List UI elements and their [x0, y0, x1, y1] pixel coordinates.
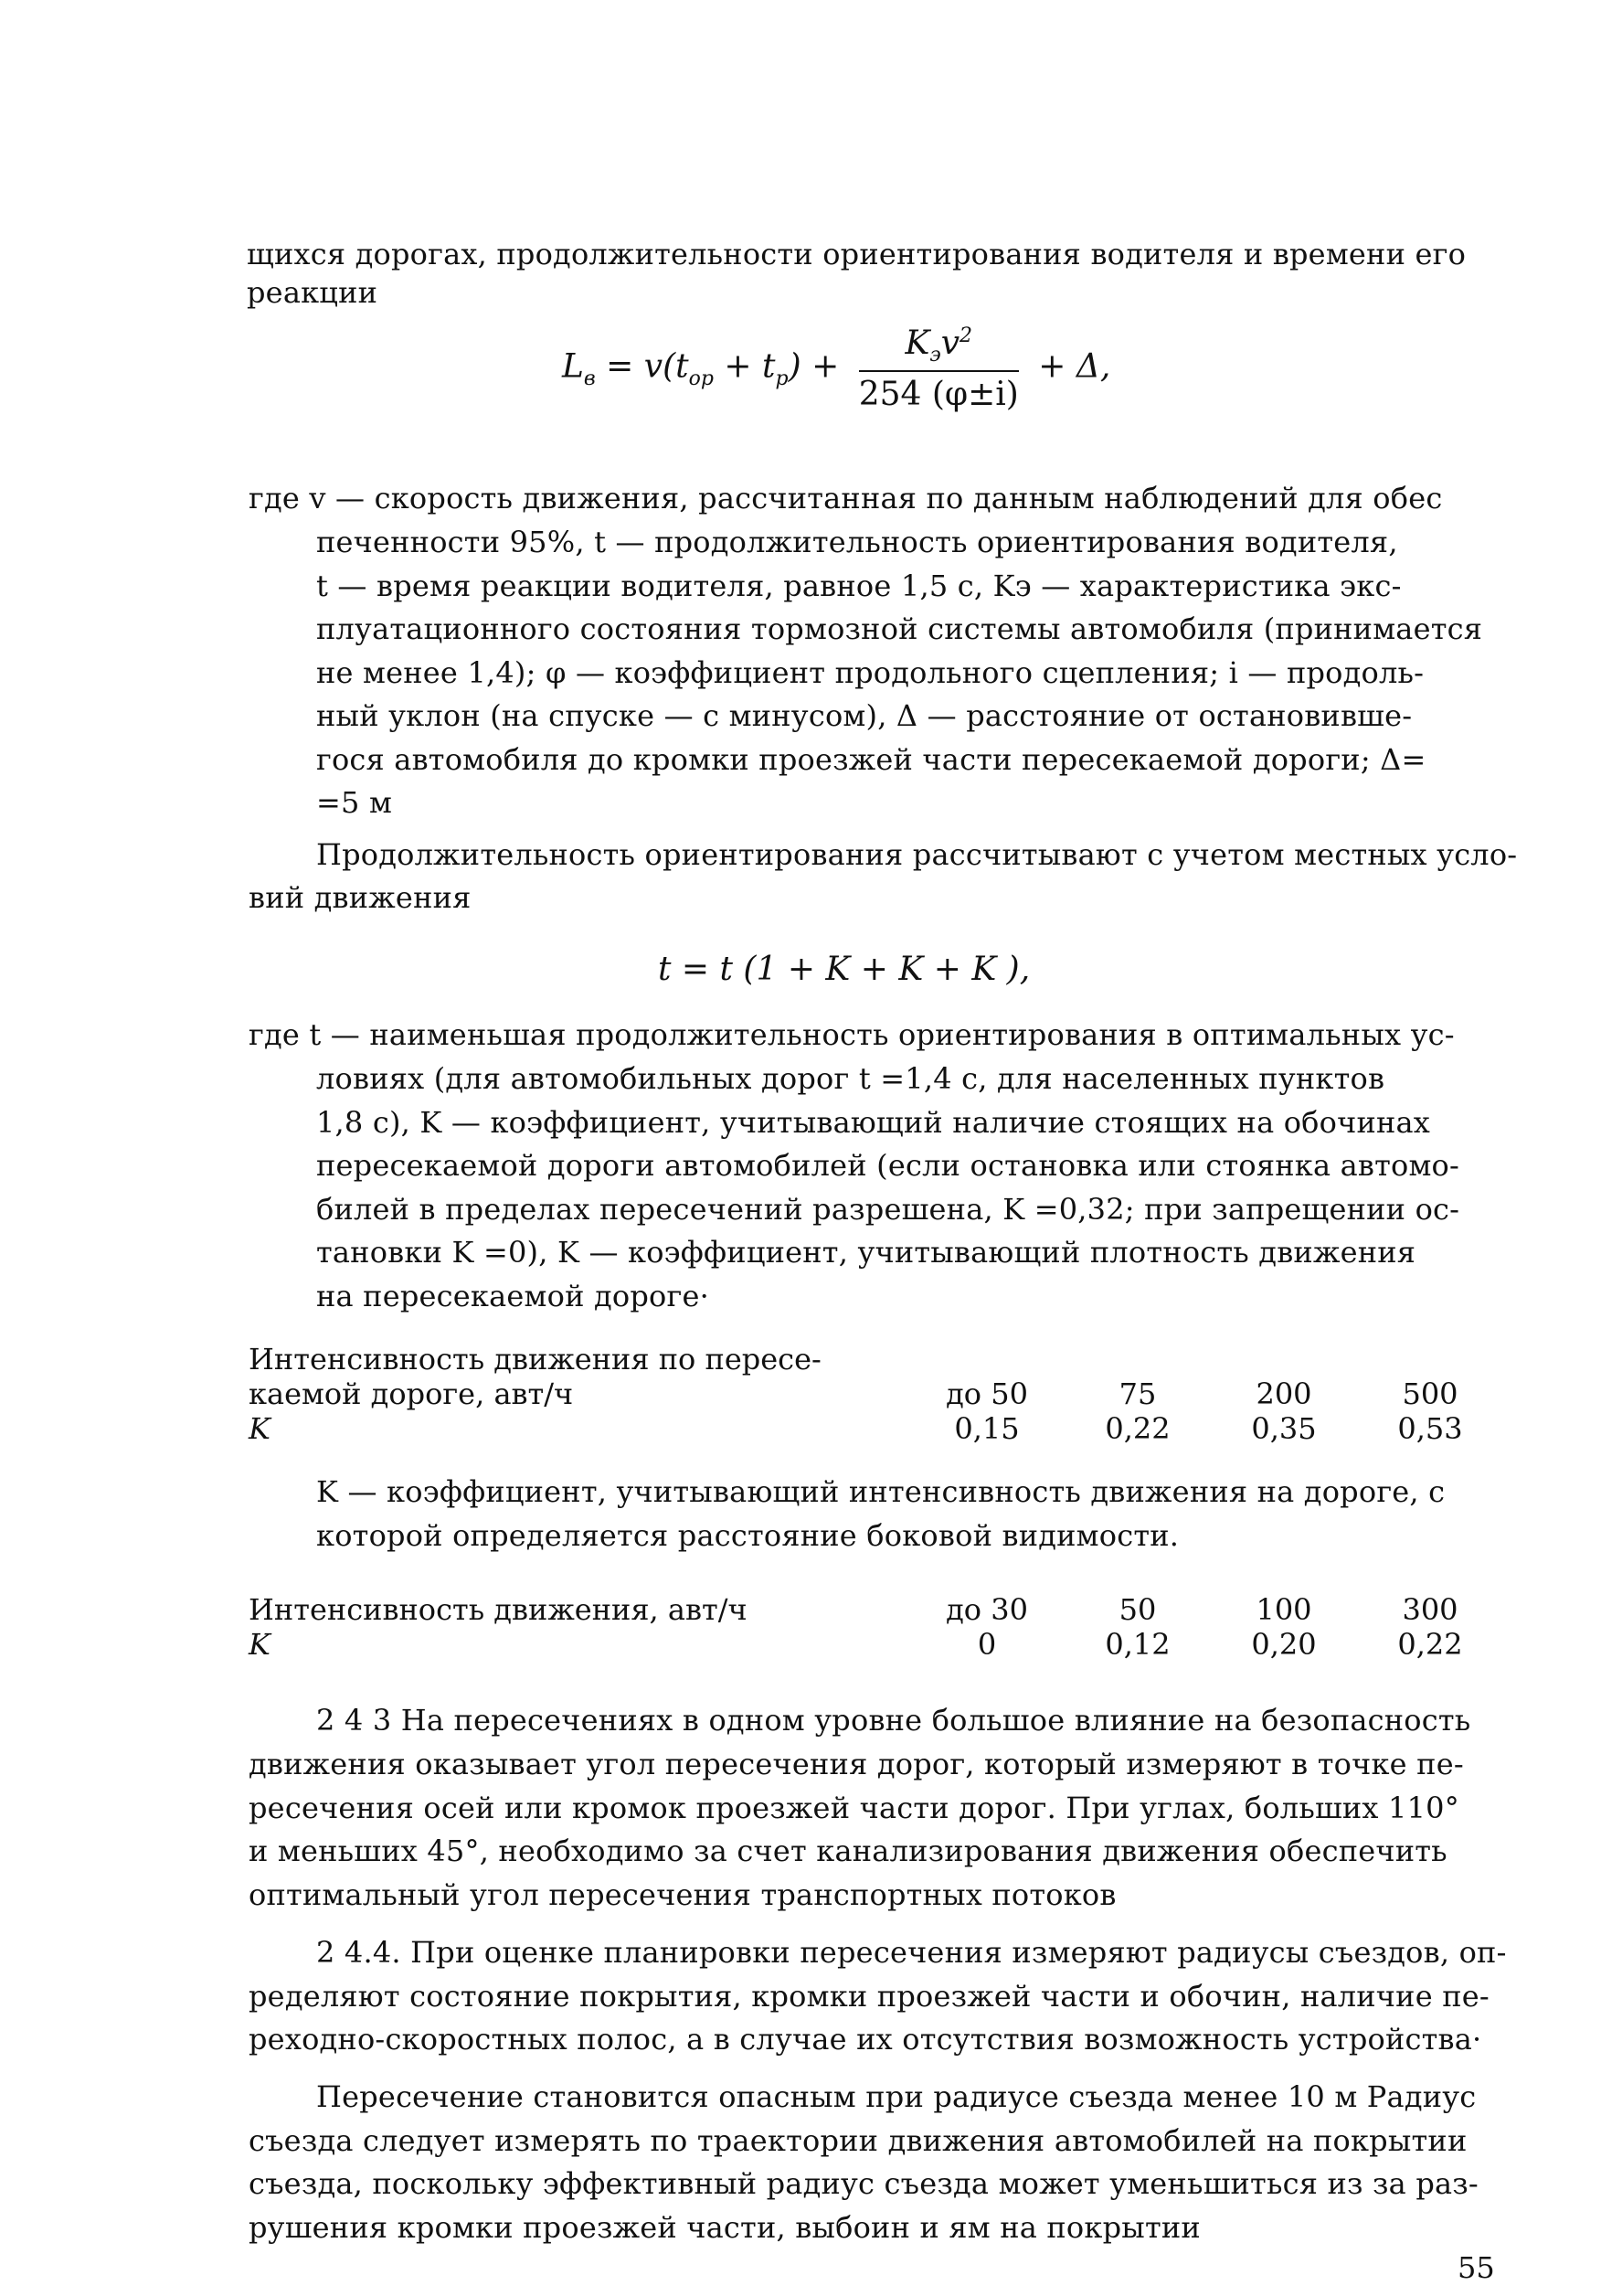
table-k2-label-3: K: [249, 1411, 270, 1446]
table-k2-value: 0,22: [1105, 1411, 1171, 1446]
para4-line-2: которой определяется расстояние боковой видимости.: [316, 1518, 1180, 1553]
para7-line-4: рушения кромки проезжей части, выбоин и ям на покрытии: [249, 2210, 1201, 2245]
page-number: 55: [1458, 2250, 1495, 2285]
formula-orientation-time: t = t (1 + K + K + K ),: [658, 951, 1031, 988]
table-k3-value: 0,20: [1251, 1627, 1317, 1662]
para1-line-3: t — время реакции водителя, равное 1,5 с, Kэ — характеристика экс-: [316, 569, 1402, 603]
table-k2-value: 0,35: [1251, 1411, 1317, 1446]
table-k2-header: до 50: [946, 1377, 1028, 1411]
table-k3-header: 100: [1256, 1592, 1312, 1627]
table-k3-header: до 30: [946, 1592, 1028, 1627]
table-k2-value: 0,53: [1397, 1411, 1463, 1446]
para1-line-5: не менее 1,4); φ — коэффициент продольного сцепления; i — продоль-: [316, 655, 1425, 690]
para3-line-6: тановки K =0), K — коэффициент, учитывающий плотность движения: [316, 1235, 1416, 1270]
table-k3-value: 0,22: [1397, 1627, 1463, 1662]
para2-line-1: Продолжительность ориентирования рассчитывают с учетом местных усло-: [316, 837, 1518, 872]
formula-fraction: $\frac{K_эv^2}{254 (\varphi\pm i)}$: [858, 324, 1019, 414]
table-k3-value: 0,12: [1105, 1627, 1171, 1662]
para7-line-1: Пересечение становится опасным при радиусе съезда менее 10 м Радиус: [316, 2079, 1477, 2114]
para3-line-4: пересекаемой дороги автомобилей (если остановка или стоянка автомо-: [316, 1148, 1460, 1183]
table-k2-label-2: каемой дороге, авт/ч: [249, 1377, 574, 1411]
table-k2-label-1: Интенсивность движения по пересе-: [249, 1342, 822, 1377]
para5-line-3: ресечения осей или кромок проезжей части дорог. При углах, больших 110°: [249, 1791, 1459, 1825]
table-k3-label-2: K: [249, 1627, 270, 1662]
table-k2-header: 75: [1119, 1377, 1157, 1411]
para6-line-1: 2 4.4. При оценке планировки пересечения измеряют радиусы съездов, оп-: [316, 1935, 1507, 1970]
para6-line-2: ределяют состояние покрытия, кромки проезжей части и обочин, наличие пе-: [249, 1979, 1490, 2014]
table-k2-header: 500: [1402, 1377, 1458, 1411]
para3-line-5: билей в пределах пересечений разрешена, K =0,32; при запрещении ос-: [316, 1192, 1460, 1227]
para4-line-1: K — коэффициент, учитывающий интенсивность движения на дороге, с: [316, 1474, 1446, 1509]
para6-line-3: реходно-скоростных полос, а в случае их отсутствия возможность устройства·: [249, 2022, 1482, 2057]
para1-line-1: где v — скорость движения, рассчитанная по данным наблюдений для обес: [249, 481, 1443, 516]
table-k2-header: 200: [1256, 1377, 1312, 1411]
para1-line-4: плуатационного состояния тормозной системы автомобиля (принимается: [316, 611, 1483, 646]
para1-line-2: печенности 95%, t — продолжительность ориентирования водителя,: [316, 525, 1398, 559]
para5-line-5: оптимальный угол пересечения транспортных потоков: [249, 1877, 1117, 1912]
intro-line-1: щихся дорогах, продолжительности ориентирования водителя и времени его: [247, 237, 1467, 271]
table-k2-value: 0,15: [954, 1411, 1020, 1446]
formula-stopping-distance: $L_в = v(t_{ор} + t_р)$ + $\frac{K_эv^2}{254 (\varphi\pm i)}$ + Δ,: [562, 324, 1111, 414]
para3-line-7: на пересекаемой дороге·: [316, 1279, 709, 1313]
para5-line-4: и меньших 45°, необходимо за счет канализирования движения обеспечить: [249, 1834, 1447, 1868]
table-k3-value: 0: [977, 1627, 997, 1662]
para3-line-3: 1,8 с), K — коэффициент, учитывающий наличие стоящих на обочинах: [316, 1105, 1431, 1140]
para3-line-1: где t — наименьшая продолжительность ориентирования в оптимальных ус-: [249, 1017, 1455, 1052]
table-k3-header: 300: [1402, 1592, 1458, 1627]
para1-line-7: гося автомобиля до кромки проезжей части пересекаемой дороги; Δ=: [316, 742, 1426, 777]
table-k3-header: 50: [1119, 1592, 1157, 1627]
table-k3-label-1: Интенсивность движения, авт/ч: [249, 1592, 747, 1627]
para7-line-3: съезда, поскольку эффективный радиус съезда может уменьшиться из за раз-: [249, 2166, 1479, 2201]
para3-line-2: ловиях (для автомобильных дорог t =1,4 с, для населенных пунктов: [316, 1061, 1385, 1096]
para1-line-6: ный уклон (на спуске — с минусом), Δ — расстояние от остановивше-: [316, 698, 1413, 733]
para5-line-1: 2 4 3 На пересечениях в одном уровне большое влияние на безопасность: [316, 1703, 1471, 1738]
para2-line-2: вий движения: [249, 880, 472, 915]
intro-line-2: реакции: [247, 275, 378, 310]
para1-line-8: =5 м: [316, 785, 393, 820]
para7-line-2: съезда следует измерять по траектории движения автомобилей на покрытии: [249, 2123, 1468, 2158]
para5-line-2: движения оказывает угол пересечения дорог, который измеряют в точке пе-: [249, 1747, 1464, 1781]
